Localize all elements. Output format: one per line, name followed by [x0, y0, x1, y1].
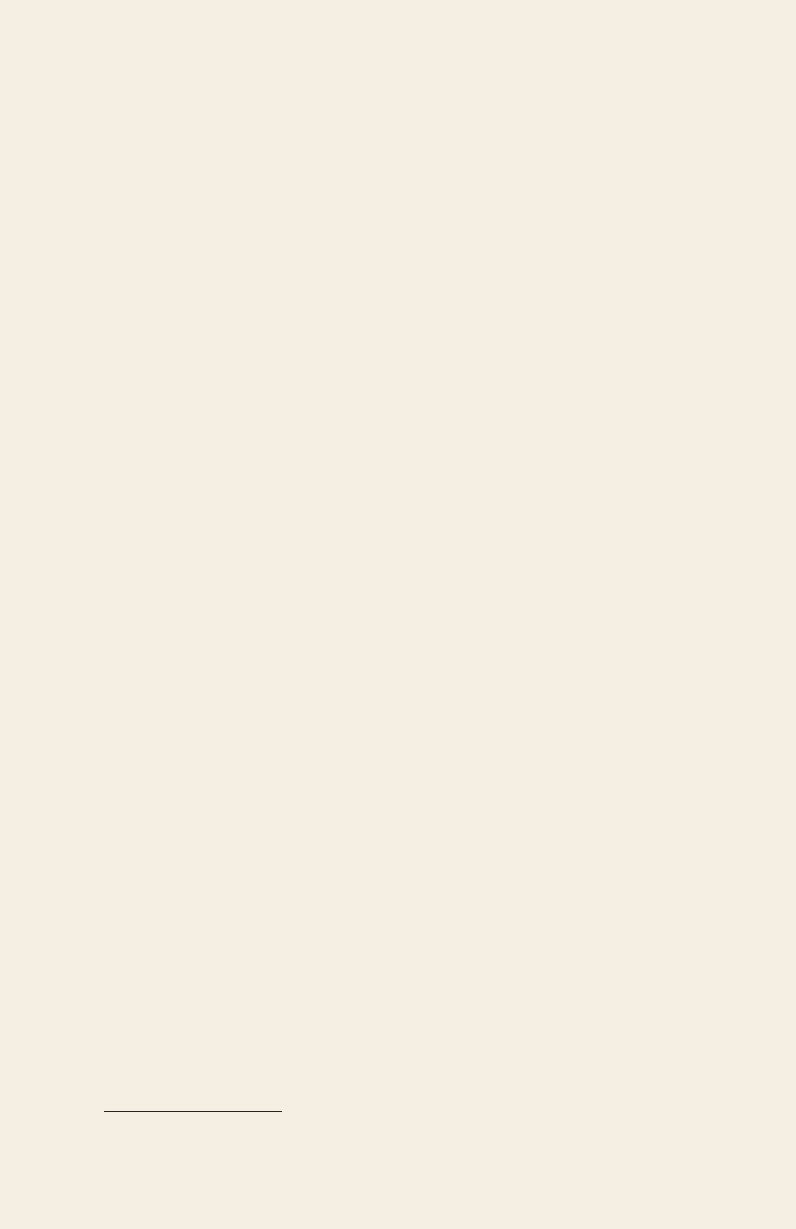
footnote-divider	[104, 1111, 282, 1112]
body-text	[104, 104, 736, 122]
